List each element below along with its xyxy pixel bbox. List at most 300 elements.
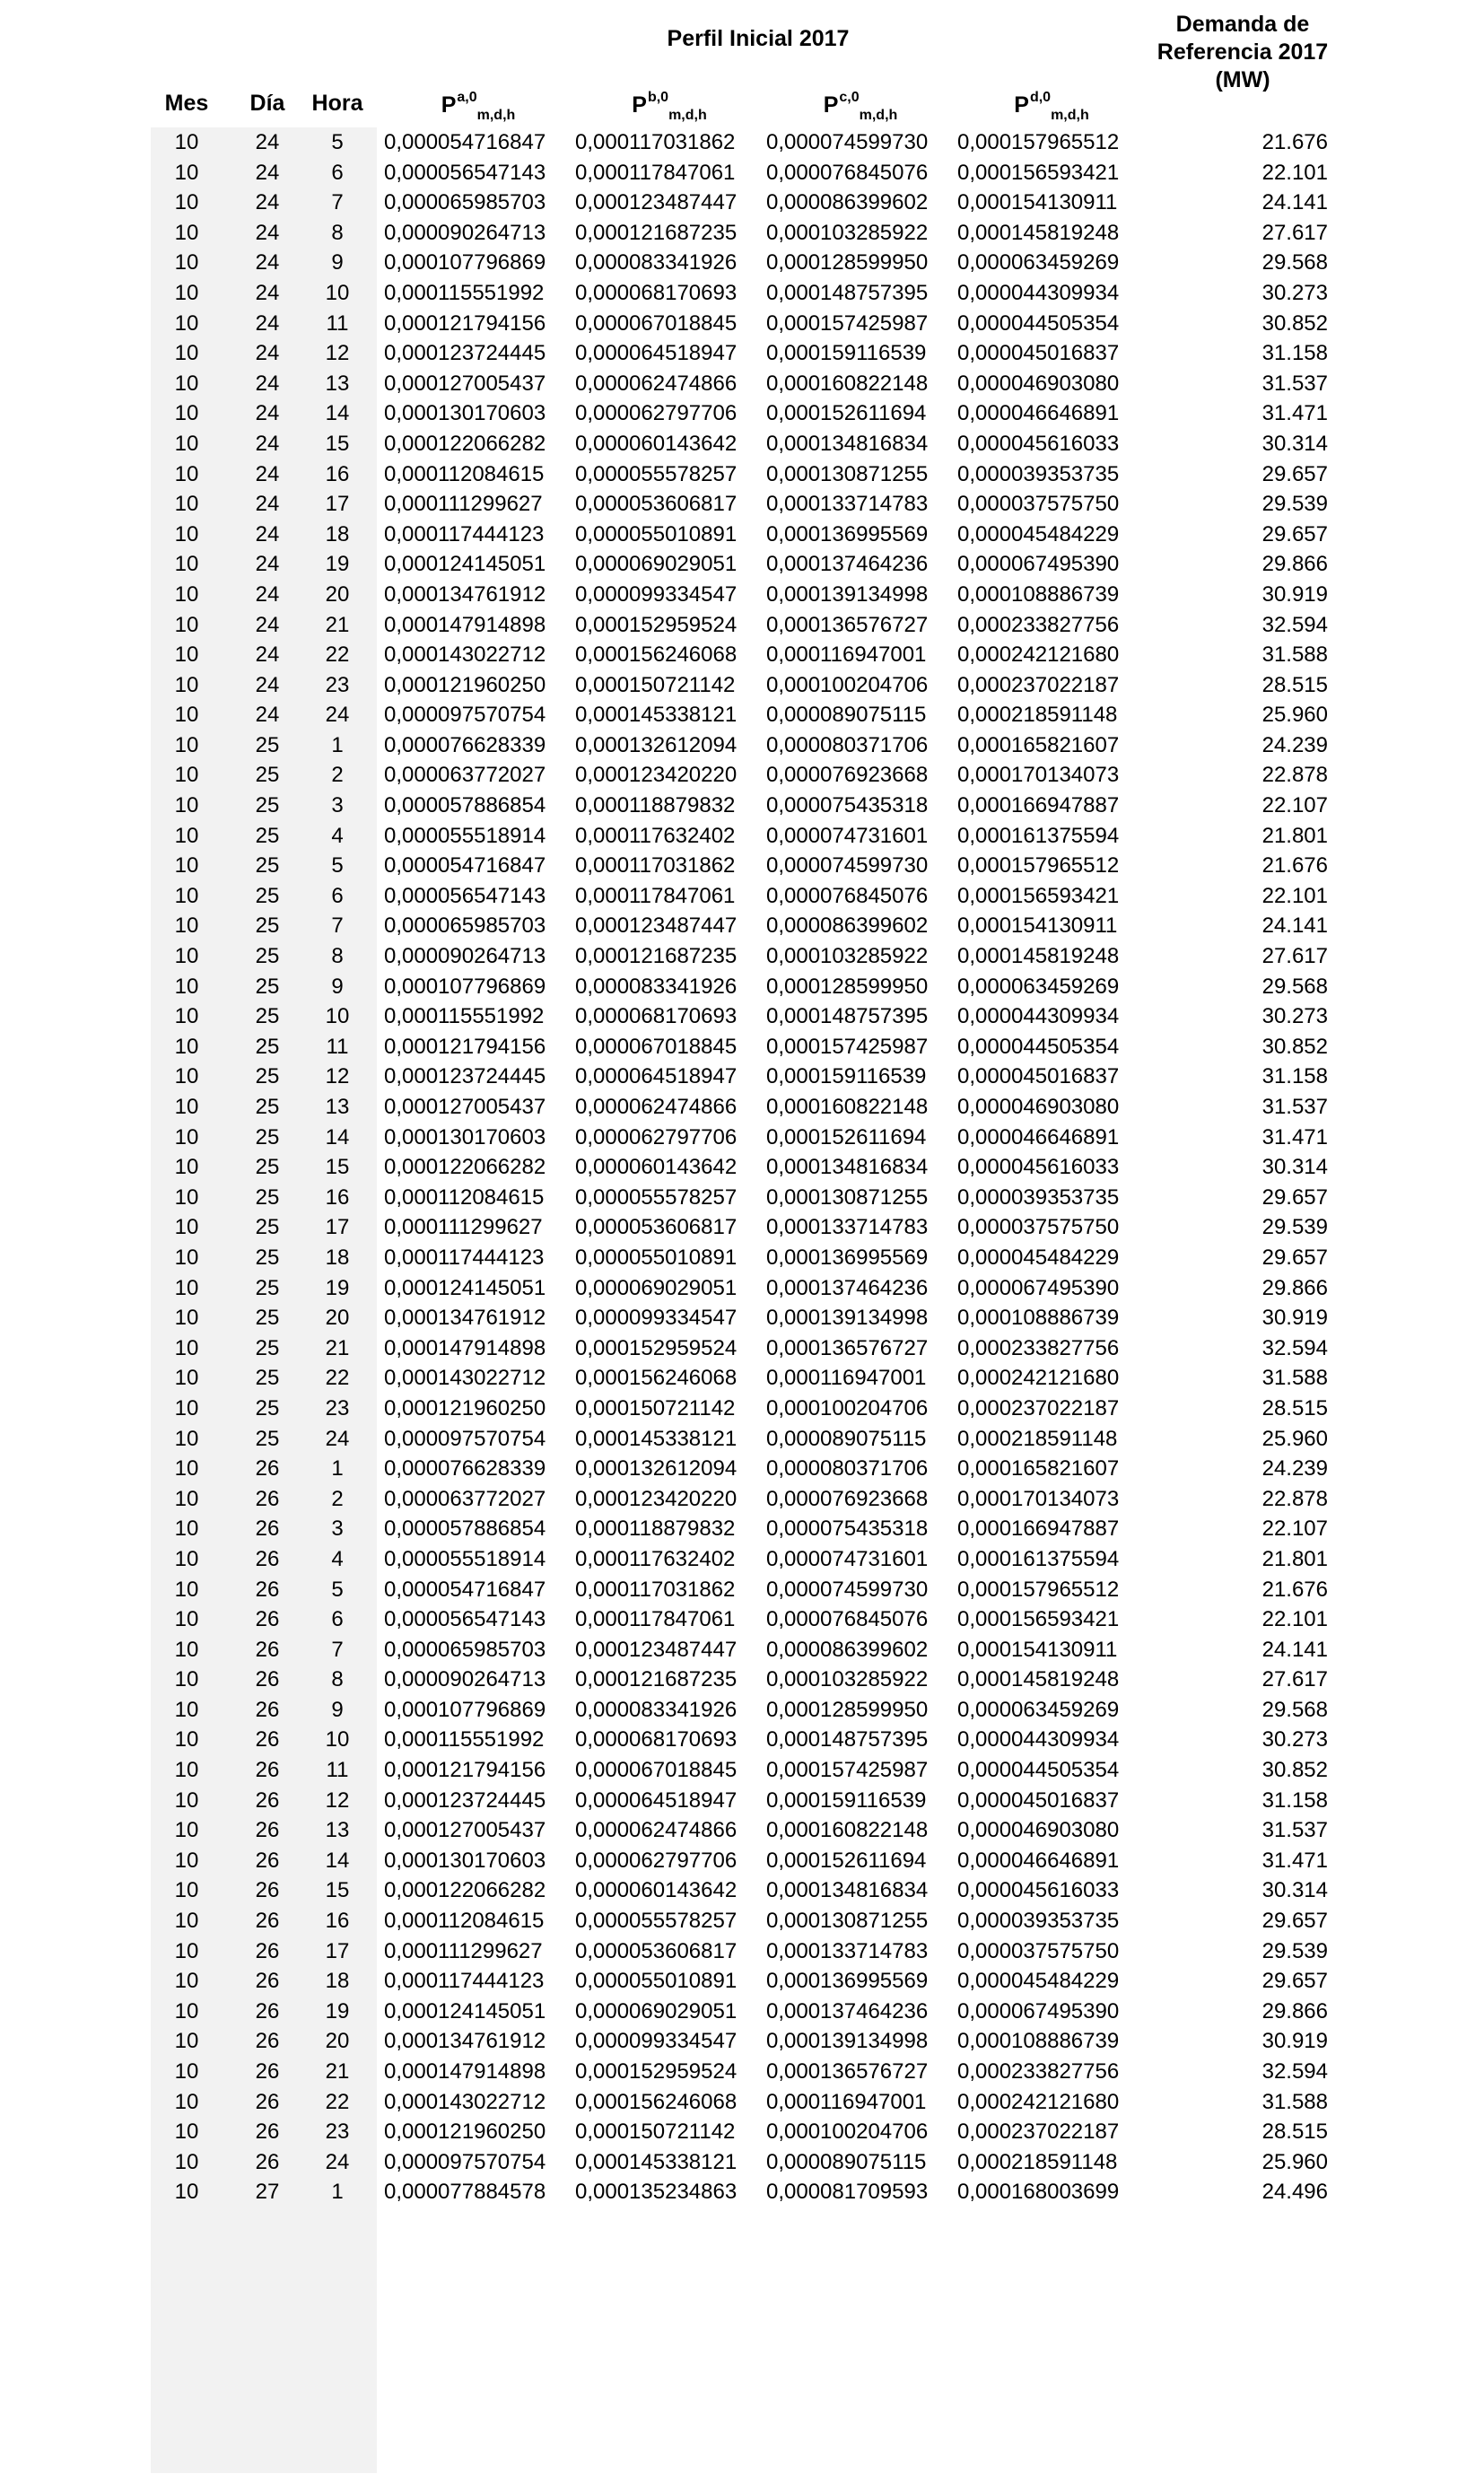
pb-cell: 0,000064518947	[575, 341, 738, 366]
demanda-cell: 29.539	[1261, 492, 1328, 517]
pd-cell: 0,000045484229	[957, 1969, 1120, 1994]
mes-cell: 10	[174, 2089, 199, 2114]
pc-cell: 0,000076845076	[766, 1607, 929, 1632]
demanda-cell: 21.676	[1261, 130, 1328, 154]
pa-cell: 0,000124145051	[384, 1275, 546, 1300]
mes-cell: 10	[174, 1667, 199, 1692]
dia-cell: 25	[255, 913, 280, 939]
hora-cell: 10	[325, 1004, 350, 1029]
pc-cell: 0,000076923668	[766, 763, 929, 788]
table-row	[0, 1695, 1484, 1726]
perfil-inicial-title: Perfil Inicial 2017	[667, 26, 850, 51]
pb-cell: 0,000053606817	[575, 1938, 738, 1963]
pc-cell: 0,000074599730	[766, 853, 929, 878]
pa-cell: 0,000143022712	[384, 2089, 546, 2114]
dia-cell: 25	[255, 1004, 280, 1029]
pa-cell: 0,000121960250	[384, 2120, 546, 2145]
dia-cell: 26	[255, 1637, 280, 1662]
dia-cell: 26	[255, 1938, 280, 1963]
table-row	[0, 1333, 1484, 1364]
hora-cell: 15	[325, 1878, 350, 1903]
pb-cell: 0,000117031862	[575, 130, 736, 154]
pa-cell: 0,000117444123	[384, 1969, 545, 1994]
table-row	[0, 1575, 1484, 1605]
demanda-cell: 21.801	[1261, 1546, 1328, 1571]
pd-cell: 0,000063459269	[957, 1697, 1120, 1722]
pc-cell: 0,000157425987	[766, 1758, 929, 1783]
pc-cell: 0,000116947001	[766, 2089, 927, 2114]
hora-cell: 23	[325, 672, 350, 697]
hora-cell: 11	[326, 310, 349, 336]
pb-cell: 0,000117031862	[575, 1577, 736, 1602]
pd-cell: 0,000166947887	[957, 793, 1120, 818]
table-row	[0, 1001, 1484, 1032]
pc-cell: 0,000086399602	[766, 913, 929, 939]
demanda-cell: 28.515	[1261, 2120, 1328, 2145]
pd-cell: 0,000046646891	[957, 401, 1120, 426]
dia-cell: 24	[255, 461, 280, 486]
demanda-cell: 28.515	[1261, 1395, 1328, 1420]
dia-cell: 24	[255, 521, 280, 546]
pa-cell: 0,000117444123	[384, 521, 545, 546]
demanda-cell: 22.878	[1261, 763, 1328, 788]
mes-cell: 10	[174, 2180, 199, 2205]
mes-cell: 10	[174, 1215, 199, 1240]
table-row	[0, 1454, 1484, 1484]
hora-cell: 6	[331, 883, 344, 908]
demanda-cell: 24.141	[1261, 190, 1328, 215]
table-row	[0, 730, 1484, 761]
pc-cell: 0,000139134998	[766, 1306, 929, 1331]
dia-cell: 25	[255, 883, 280, 908]
mes-cell: 10	[174, 1787, 199, 1813]
dia-cell: 24	[255, 250, 280, 275]
pb-cell: 0,000055578257	[575, 1909, 738, 1934]
mes-cell: 10	[174, 190, 199, 215]
table-row	[0, 398, 1484, 429]
dia-cell: 24	[255, 310, 280, 336]
pa-cell: 0,000147914898	[384, 2059, 546, 2084]
hora-cell: 19	[325, 1998, 350, 2023]
demanda-cell: 31.471	[1261, 1848, 1328, 1873]
pb-cell: 0,000121687235	[575, 944, 738, 969]
table-row	[0, 670, 1484, 701]
pa-superscript: a,0	[457, 90, 477, 105]
pd-cell: 0,000044505354	[957, 1034, 1120, 1059]
pc-cell: 0,000116947001	[766, 642, 927, 668]
pa-cell: 0,000127005437	[384, 1095, 546, 1119]
pb-cell: 0,000156246068	[575, 642, 738, 668]
demand-column-header	[1126, 11, 1359, 94]
hora-cell: 1	[331, 1456, 344, 1481]
mes-cell: 10	[174, 2120, 199, 2145]
demanda-cell: 29.568	[1261, 974, 1328, 999]
mes-cell: 10	[174, 1909, 199, 1934]
table-row	[0, 1755, 1484, 1786]
hora-cell: 9	[331, 1697, 344, 1722]
pd-cell: 0,000045484229	[957, 1245, 1120, 1270]
pb-cell: 0,000145338121	[575, 703, 738, 728]
table-row	[0, 1303, 1484, 1333]
pc-cell: 0,000116947001	[766, 1366, 927, 1391]
pc-cell: 0,000133714783	[766, 1215, 929, 1240]
pa-subscript: m,d,h	[476, 108, 516, 123]
demanda-cell: 29.866	[1261, 1998, 1328, 2023]
pb-cell: 0,000132612094	[575, 1456, 738, 1481]
pb-cell: 0,000145338121	[575, 2149, 738, 2174]
pc-cell: 0,000136576727	[766, 2059, 929, 2084]
pb-cell: 0,000117632402	[575, 1546, 736, 1571]
pd-cell: 0,000044505354	[957, 310, 1120, 336]
table-row	[0, 700, 1484, 730]
demanda-cell: 29.539	[1261, 1938, 1328, 1963]
demanda-cell: 30.919	[1261, 2029, 1328, 2054]
mes-cell: 10	[174, 341, 199, 366]
pb-cell: 0,000145338121	[575, 1426, 738, 1451]
pa-cell: 0,000123724445	[384, 1064, 546, 1089]
demand-header-line3: (MW)	[1215, 67, 1270, 92]
hora-column-header: Hora	[311, 91, 363, 116]
hora-cell: 24	[325, 703, 350, 728]
mes-cell: 10	[174, 732, 199, 757]
demanda-cell: 30.273	[1261, 1727, 1328, 1752]
demanda-cell: 29.866	[1261, 1275, 1328, 1300]
dia-cell: 25	[255, 1064, 280, 1089]
pb-cell: 0,000069029051	[575, 1998, 738, 2023]
hora-cell: 20	[325, 2029, 350, 2054]
table-row	[0, 1062, 1484, 1092]
pb-cell: 0,000062474866	[575, 1095, 738, 1119]
pd-cell: 0,000165821607	[957, 732, 1120, 757]
pb-cell: 0,000117847061	[575, 1607, 736, 1632]
demanda-cell: 32.594	[1261, 612, 1328, 637]
demanda-cell: 30.314	[1261, 431, 1328, 456]
dia-cell: 24	[255, 190, 280, 215]
pc-cell: 0,000160822148	[766, 1818, 929, 1843]
demanda-cell: 30.314	[1261, 1878, 1328, 1903]
pc-cell: 0,000100204706	[766, 672, 929, 697]
mes-cell: 10	[174, 552, 199, 577]
dia-column-header: Día	[249, 91, 285, 116]
demanda-cell: 25.960	[1261, 703, 1328, 728]
mes-cell: 10	[174, 1426, 199, 1451]
hora-cell: 22	[325, 2089, 350, 2114]
hora-cell: 4	[331, 1546, 344, 1571]
pd-cell: 0,000045016837	[957, 1064, 1120, 1089]
pa-cell: 0,000122066282	[384, 431, 546, 456]
pa-cell: 0,000123724445	[384, 341, 546, 366]
pc-cell: 0,000089075115	[766, 703, 927, 728]
hora-cell: 23	[325, 1395, 350, 1420]
pd-cell: 0,000037575750	[957, 1938, 1120, 1963]
pb-cell: 0,000067018845	[575, 1758, 738, 1783]
table-row	[0, 369, 1484, 399]
table-row	[0, 1997, 1484, 2027]
hora-cell: 2	[331, 763, 344, 788]
mes-cell: 10	[174, 1697, 199, 1722]
mes-cell: 10	[174, 280, 199, 305]
pd-cell: 0,000037575750	[957, 492, 1120, 517]
table-row	[0, 549, 1484, 580]
pb-cell: 0,000118879832	[575, 793, 736, 818]
pa-cell: 0,000115551992	[384, 1727, 545, 1752]
hora-cell: 17	[325, 1938, 350, 1963]
pa-cell: 0,000130170603	[384, 1848, 546, 1873]
mes-cell: 10	[174, 1095, 199, 1119]
hora-cell: 21	[325, 2059, 350, 2084]
hora-cell: 18	[325, 1969, 350, 1994]
pb-subscript: m,d,h	[668, 108, 707, 123]
dia-cell: 24	[255, 401, 280, 426]
hora-cell: 3	[331, 1516, 344, 1542]
pa-cell: 0,000123724445	[384, 1787, 546, 1813]
table-row	[0, 972, 1484, 1002]
mes-cell: 10	[174, 1727, 199, 1752]
demanda-cell: 22.107	[1261, 793, 1328, 818]
pc-cell: 0,000157425987	[766, 1034, 929, 1059]
pd-cell: 0,000044505354	[957, 1758, 1120, 1783]
pb-cell: 0,000062474866	[575, 371, 738, 396]
demanda-cell: 29.657	[1261, 1184, 1328, 1210]
pa-cell: 0,000143022712	[384, 1366, 546, 1391]
pa-cell: 0,000111299627	[384, 492, 543, 517]
table-row	[0, 1635, 1484, 1665]
pc-cell: 0,000076923668	[766, 1486, 929, 1511]
dia-cell: 26	[255, 2120, 280, 2145]
pc-cell: 0,000152611694	[766, 401, 927, 426]
pc-cell: 0,000100204706	[766, 1395, 929, 1420]
dia-cell: 24	[255, 642, 280, 668]
table-row	[0, 1966, 1484, 1997]
pd-cell: 0,000046646891	[957, 1848, 1120, 1873]
table-row	[0, 1875, 1484, 1906]
pd-cell: 0,000154130911	[957, 913, 1118, 939]
table-row	[0, 911, 1484, 941]
pc-cell: 0,000130871255	[766, 1184, 929, 1210]
pc-cell: 0,000081709593	[766, 2180, 929, 2205]
table-row	[0, 2117, 1484, 2147]
pa-cell: 0,000122066282	[384, 1155, 546, 1180]
pa-cell: 0,000111299627	[384, 1938, 543, 1963]
pa-cell: 0,000063772027	[384, 1486, 546, 1511]
pa-cell: 0,000112084615	[384, 1909, 545, 1934]
pb-cell: 0,000083341926	[575, 1697, 738, 1722]
mes-cell: 10	[174, 1034, 199, 1059]
pb-cell: 0,000062797706	[575, 401, 738, 426]
table-row	[0, 941, 1484, 972]
pd-cell: 0,000157965512	[957, 853, 1120, 878]
pc-cell: 0,000160822148	[766, 371, 929, 396]
pb-cell: 0,000060143642	[575, 431, 738, 456]
mes-cell: 10	[174, 823, 199, 848]
pc-subscript: m,d,h	[859, 108, 898, 123]
pb-cell: 0,000123487447	[575, 1637, 738, 1662]
table-row	[0, 127, 1484, 158]
pd-cell: 0,000067495390	[957, 1275, 1120, 1300]
demanda-cell: 29.657	[1261, 1245, 1328, 1270]
pc-cell: 0,000100204706	[766, 2120, 929, 2145]
dia-cell: 26	[255, 1456, 280, 1481]
mes-cell: 10	[174, 1969, 199, 1994]
pb-cell: 0,000053606817	[575, 1215, 738, 1240]
table-row	[0, 1183, 1484, 1213]
pd-cell: 0,000156593421	[957, 160, 1120, 185]
mes-cell: 10	[174, 612, 199, 637]
dia-cell: 24	[255, 371, 280, 396]
pd-subscript: m,d,h	[1051, 108, 1089, 123]
table-row	[0, 1846, 1484, 1876]
mes-cell: 10	[174, 1546, 199, 1571]
table-row	[0, 1544, 1484, 1575]
table-row	[0, 640, 1484, 670]
mes-cell: 10	[174, 371, 199, 396]
demanda-cell: 29.539	[1261, 1215, 1328, 1240]
table-row	[0, 1484, 1484, 1515]
pc-cell: 0,000137464236	[766, 1275, 929, 1300]
dia-cell: 25	[255, 1184, 280, 1210]
dia-cell: 24	[255, 492, 280, 517]
hora-cell: 19	[325, 1275, 350, 1300]
pb-cell: 0,000117847061	[575, 883, 736, 908]
pd-cell: 0,000168003699	[957, 2180, 1120, 2205]
pc-superscript: c,0	[839, 90, 860, 105]
hora-cell: 13	[325, 1818, 350, 1843]
pc-cell: 0,000086399602	[766, 190, 929, 215]
hora-cell: 8	[331, 944, 344, 969]
pd-cell: 0,000165821607	[957, 1456, 1120, 1481]
hora-cell: 14	[325, 401, 350, 426]
pc-cell: 0,000152611694	[766, 1124, 927, 1149]
demanda-cell: 27.617	[1261, 220, 1328, 245]
pa-cell: 0,000115551992	[384, 1004, 545, 1029]
hora-cell: 1	[331, 2180, 344, 2205]
pb-cell: 0,000068170693	[575, 1727, 738, 1752]
pc-cell: 0,000159116539	[766, 1787, 927, 1813]
hora-cell: 14	[325, 1124, 350, 1149]
hora-cell: 23	[325, 2120, 350, 2145]
pc-cell: 0,000089075115	[766, 2149, 927, 2174]
mes-cell: 10	[174, 763, 199, 788]
dia-cell: 25	[255, 1245, 280, 1270]
mes-cell: 10	[174, 1577, 199, 1602]
hora-cell: 8	[331, 220, 344, 245]
dia-cell: 26	[255, 1969, 280, 1994]
table-row	[0, 821, 1484, 852]
pd-cell: 0,000218591148	[957, 1426, 1118, 1451]
demanda-cell: 31.471	[1261, 401, 1328, 426]
demanda-cell: 24.496	[1261, 2180, 1328, 2205]
demanda-cell: 29.568	[1261, 1697, 1328, 1722]
pb-cell: 0,000123420220	[575, 763, 738, 788]
mes-cell: 10	[174, 793, 199, 818]
pd-cell: 0,000039353735	[957, 1909, 1120, 1934]
table-row	[0, 158, 1484, 188]
pd-cell: 0,000046646891	[957, 1124, 1120, 1149]
mes-column-header: Mes	[164, 91, 209, 116]
mes-cell: 10	[174, 431, 199, 456]
hora-cell: 22	[325, 642, 350, 668]
table-row	[0, 1604, 1484, 1635]
dia-cell: 25	[255, 793, 280, 818]
hora-cell: 17	[325, 492, 350, 517]
pb-cell: 0,000055578257	[575, 461, 738, 486]
pd-cell: 0,000044309934	[957, 1004, 1120, 1029]
dia-cell: 26	[255, 1909, 280, 1934]
hora-cell: 18	[325, 521, 350, 546]
dia-cell: 26	[255, 1486, 280, 1511]
mes-cell: 10	[174, 2029, 199, 2054]
pc-cell: 0,000076845076	[766, 160, 929, 185]
pb-cell: 0,000117632402	[575, 823, 736, 848]
pd-cell: 0,000161375594	[957, 823, 1120, 848]
mes-cell: 10	[174, 703, 199, 728]
mes-cell: 10	[174, 1245, 199, 1270]
hora-cell: 7	[331, 190, 344, 215]
pb-cell: 0,000062797706	[575, 1124, 738, 1149]
mes-cell: 10	[174, 1848, 199, 1873]
dia-cell: 24	[255, 612, 280, 637]
mes-cell: 10	[174, 1456, 199, 1481]
pb-base: P	[632, 92, 647, 118]
pd-cell: 0,000108886739	[957, 1306, 1120, 1331]
dia-cell: 25	[255, 1155, 280, 1180]
pd-cell: 0,000242121680	[957, 2089, 1120, 2114]
pb-cell: 0,000135234863	[575, 2180, 738, 2205]
table-row	[0, 459, 1484, 490]
pc-cell: 0,000074599730	[766, 130, 929, 154]
pc-cell: 0,000148757395	[766, 1004, 929, 1029]
pa-cell: 0,000054716847	[384, 853, 546, 878]
pb-cell: 0,000083341926	[575, 250, 738, 275]
table-row	[0, 338, 1484, 369]
pd-cell: 0,000046903080	[957, 1095, 1120, 1119]
table-row	[0, 1725, 1484, 1755]
hora-cell: 20	[325, 581, 350, 607]
hora-cell: 5	[331, 853, 344, 878]
demanda-cell: 30.314	[1261, 1155, 1328, 1180]
mes-cell: 10	[174, 944, 199, 969]
dia-cell: 24	[255, 552, 280, 577]
pa-cell: 0,000057886854	[384, 1516, 546, 1542]
table-row	[0, 1363, 1484, 1394]
pd-cell: 0,000063459269	[957, 974, 1120, 999]
pa-cell: 0,000065985703	[384, 190, 546, 215]
pc-cell: 0,000134816834	[766, 1878, 929, 1903]
hora-cell: 2	[331, 1486, 344, 1511]
pc-cell: 0,000089075115	[766, 1426, 927, 1451]
pa-cell: 0,000107796869	[384, 974, 546, 999]
hora-cell: 13	[325, 1095, 350, 1119]
dia-cell: 25	[255, 1395, 280, 1420]
dia-cell: 24	[255, 341, 280, 366]
pb-cell: 0,000123487447	[575, 190, 738, 215]
pc-cell: 0,000103285922	[766, 944, 929, 969]
mes-cell: 10	[174, 2059, 199, 2084]
pa-cell: 0,000124145051	[384, 1998, 546, 2023]
pa-cell: 0,000056547143	[384, 883, 546, 908]
pb-cell: 0,000055010891	[575, 521, 738, 546]
pa-cell: 0,000121794156	[384, 1034, 546, 1059]
mes-cell: 10	[174, 581, 199, 607]
pc-column-header	[764, 84, 956, 129]
pc-cell: 0,000133714783	[766, 1938, 929, 1963]
hora-cell: 7	[331, 1637, 344, 1662]
hora-cell: 10	[325, 280, 350, 305]
dia-cell: 25	[255, 763, 280, 788]
table-row	[0, 429, 1484, 459]
pc-cell: 0,000134816834	[766, 1155, 929, 1180]
hora-cell: 11	[326, 1034, 349, 1059]
